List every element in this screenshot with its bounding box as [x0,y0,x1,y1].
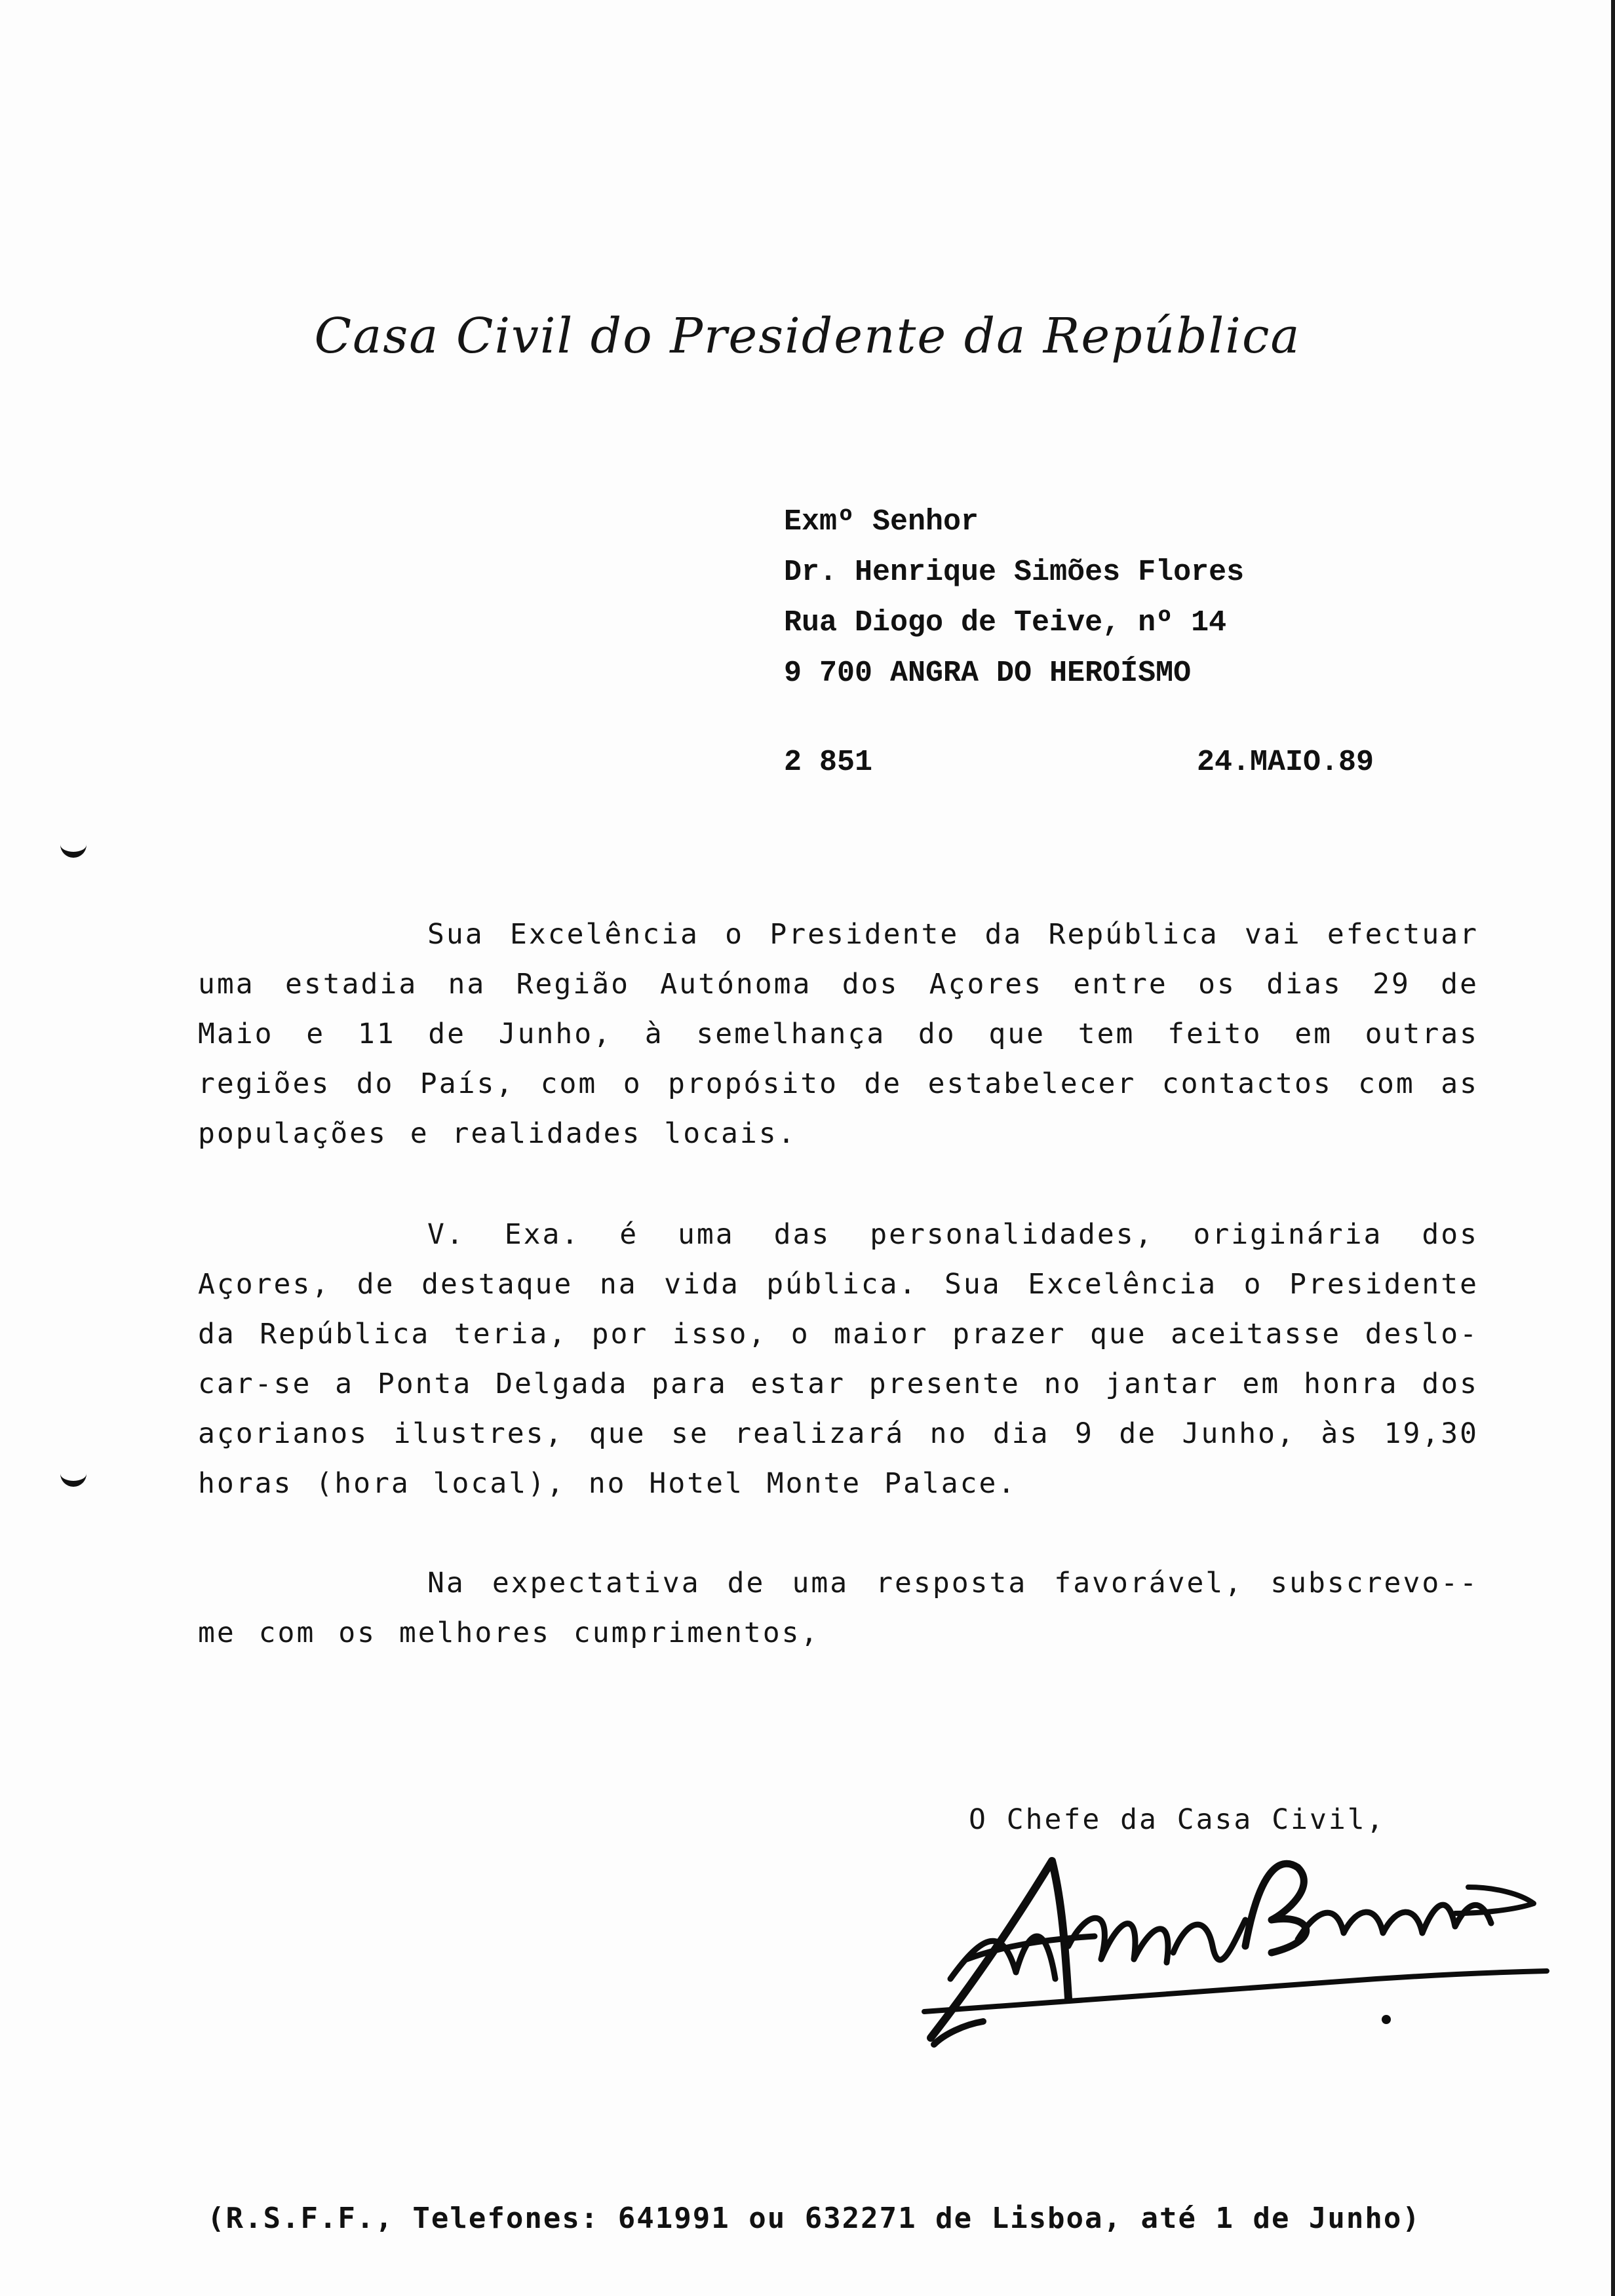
punch-hole-mark-icon [60,833,87,858]
punch-hole-mark-icon [60,1463,87,1487]
recipient-city: 9 700 ANGRA DO HEROÍSMO [784,657,1192,690]
recipient-street: Rua Diogo de Teive, nº 14 [784,606,1227,640]
body-paragraph-1: Sua Excelência o Presidente da República vai efectuar uma estadia na Região Autónoma dos Açores entre os dias 29 de Maio e 11 de Junho, à semelhança do que tem feito em outras regiões do País, com o propósito de estabelecer contactos com as populações e realidades locais. [198,918,1479,1150]
recipient-name: Dr. Henrique Simões Flores [784,556,1245,589]
recipient-address [784,497,1244,698]
body-paragraph-3: Na expectativa de uma resposta favorável, subscrevo--me com os melhores cumprimentos, [198,1567,1479,1649]
body-paragraph-2: V. Exa. é uma das personalidades, originária dos Açores, de destaque na vida pública. Sua Excelência o Presidente da República teria, por isso, o maior prazer que aceitasse deslo-car-se a Ponta Delgada para estar presente no jantar em honra dos açorianos ilustres, que se realizará no dia 9 de Junho, às 19,30 horas (hora local), no Hotel Monte Palace. [198,1218,1479,1500]
recipient-salutation: Exmº Senhor [784,505,979,539]
closing-title: O Chefe da Casa Civil, [969,1803,1386,1836]
reference-number: 2 851 [784,746,873,779]
letterhead: Casa Civil do Presidente da República [314,308,1301,364]
handwritten-signature [905,1848,1560,2057]
letter-date: 24.MAIO.89 [1197,746,1374,779]
footer-contact-note: (R.S.F.F., Telefones: 641991 ou 632271 de Lisboa, até 1 de Junho) [207,2202,1421,2235]
